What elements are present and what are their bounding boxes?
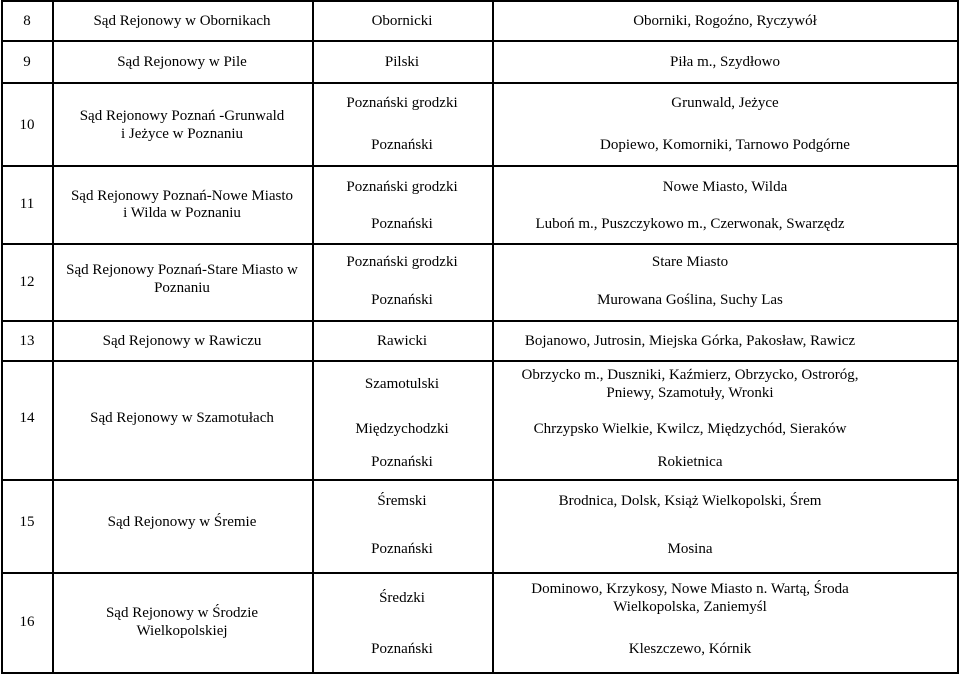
row-number: 14 <box>19 410 35 426</box>
court-name: Sąd Rejonowy w Pile <box>117 54 247 70</box>
court-name: Poznaniu <box>154 280 210 296</box>
column-border <box>1 0 3 674</box>
row-border <box>1 572 958 574</box>
row-number: 9 <box>23 54 31 70</box>
row-number: 12 <box>19 274 35 290</box>
court-name: Sąd Rejonowy w Śremie <box>107 514 257 530</box>
court-name: i Wilda w Poznaniu <box>123 205 241 221</box>
powiat-name: Poznański <box>371 454 433 470</box>
row-border <box>1 243 958 245</box>
powiat-name: Obornicki <box>371 13 433 29</box>
gminy-list: Wielkopolska, Zaniemyśl <box>613 599 767 615</box>
powiat-name: Międzychodzki <box>355 421 449 437</box>
gminy-list: Piła m., Szydłowo <box>669 54 781 70</box>
gminy-list: Oborniki, Rogoźno, Ryczywół <box>633 13 817 29</box>
row-number: 11 <box>19 196 35 212</box>
gminy-list: Grunwald, Jeżyce <box>671 95 779 111</box>
powiat-name: Poznański grodzki <box>346 95 458 111</box>
powiat-name: Poznański <box>371 641 433 657</box>
row-border <box>1 320 958 322</box>
court-name: i Jeżyce w Poznaniu <box>120 126 244 142</box>
column-border <box>492 0 494 674</box>
powiat-name: Średzki <box>379 590 425 606</box>
gminy-list: Dopiewo, Komorniki, Tarnowo Podgórne <box>600 137 850 153</box>
gminy-list: Obrzycko m., Duszniki, Kaźmierz, Obrzycko, Ostroróg, <box>521 367 859 383</box>
row-number: 13 <box>19 333 35 349</box>
court-name: Sąd Rejonowy Poznań -Grunwald <box>79 108 285 124</box>
court-name: Sąd Rejonowy w Szamotułach <box>90 410 274 426</box>
row-number: 8 <box>23 13 31 29</box>
gminy-list: Luboń m., Puszczykowo m., Czerwonak, Swarzędz <box>535 216 845 232</box>
row-border <box>1 672 958 674</box>
powiat-name: Poznański <box>371 292 433 308</box>
powiat-name: Śremski <box>377 493 427 509</box>
powiat-name: Pilski <box>384 54 420 70</box>
row-number: 10 <box>19 117 35 133</box>
powiat-name: Poznański <box>371 541 433 557</box>
court-name: Sąd Rejonowy w Środzie <box>105 605 259 621</box>
row-number: 16 <box>19 614 35 630</box>
court-name: Sąd Rejonowy w Rawiczu <box>102 333 262 349</box>
court-name: Sąd Rejonowy Poznań-Stare Miasto w <box>66 262 298 278</box>
gminy-list: Pniewy, Szamotuły, Wronki <box>606 385 774 401</box>
row-border <box>1 82 958 84</box>
court-name: Sąd Rejonowy Poznań-Nowe Miasto <box>70 188 294 204</box>
gminy-list: Nowe Miasto, Wilda <box>662 179 788 195</box>
court-name: Sąd Rejonowy w Obornikach <box>93 13 271 29</box>
powiat-name: Poznański <box>371 137 433 153</box>
powiat-name: Poznański <box>371 216 433 232</box>
row-border <box>1 360 958 362</box>
row-number: 15 <box>19 514 35 530</box>
powiat-name: Poznański grodzki <box>346 179 458 195</box>
gminy-list: Chrzypsko Wielkie, Kwilcz, Międzychód, Sieraków <box>533 421 847 437</box>
gminy-list: Murowana Goślina, Suchy Las <box>597 292 783 308</box>
column-border <box>312 0 314 674</box>
column-border <box>957 0 959 674</box>
row-border <box>1 479 958 481</box>
gminy-list: Bojanowo, Jutrosin, Miejska Górka, Pakosław, Rawicz <box>524 333 856 349</box>
row-border <box>1 40 958 42</box>
row-border <box>1 165 958 167</box>
court-name: Wielkopolskiej <box>136 623 228 639</box>
row-border <box>1 0 958 2</box>
gminy-list: Kleszczewo, Kórnik <box>628 641 752 657</box>
powiat-name: Szamotulski <box>364 376 440 392</box>
gminy-list: Brodnica, Dolsk, Książ Wielkopolski, Śrem <box>558 493 822 509</box>
gminy-list: Rokietnica <box>657 454 723 470</box>
gminy-list: Dominowo, Krzykosy, Nowe Miasto n. Wartą, Środa <box>531 581 849 597</box>
column-border <box>52 0 54 674</box>
gminy-list: Mosina <box>667 541 713 557</box>
powiat-name: Poznański grodzki <box>346 254 458 270</box>
powiat-name: Rawicki <box>377 333 427 349</box>
gminy-list: Stare Miasto <box>651 254 729 270</box>
